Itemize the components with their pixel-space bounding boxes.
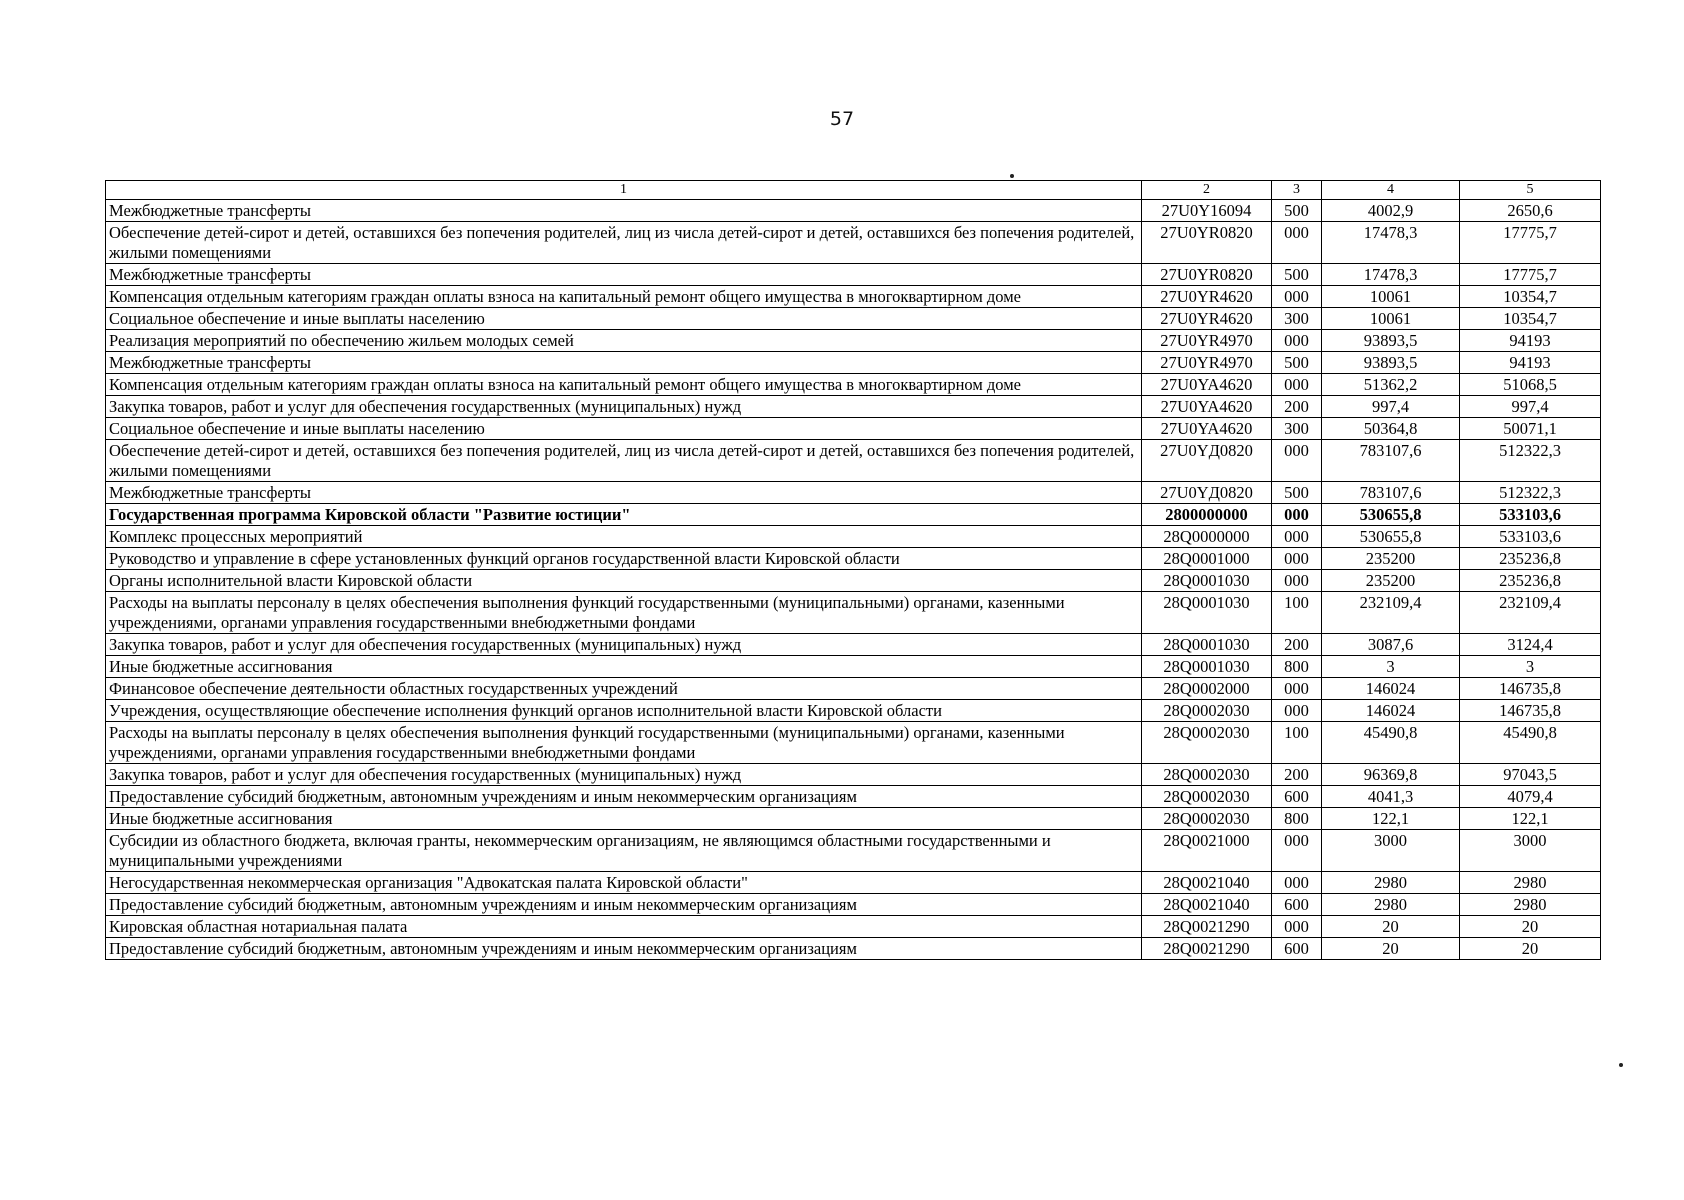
table-row [106,352,1601,374]
target-article-code-cell: 27U0YR0820 [1142,264,1272,286]
table-row [106,938,1601,960]
table-row [106,722,1601,764]
expense-type-cell: 000 [1272,440,1322,482]
row-description-cell: Закупка товаров, работ и услуг для обеспечения государственных (муниципальных) нужд [106,764,1142,786]
target-article-code-cell: 27U0YA4620 [1142,418,1272,440]
table-row [106,764,1601,786]
table-row [106,526,1601,548]
expense-type-cell: 500 [1272,482,1322,504]
table-header-row [106,181,1601,200]
amount-column-4-cell: 530655,8 [1322,526,1460,548]
amount-column-5-cell: 533103,6 [1460,504,1601,526]
expense-type-cell: 100 [1272,592,1322,634]
amount-column-4-cell: 51362,2 [1322,374,1460,396]
target-article-code-cell: 28Q0002030 [1142,722,1272,764]
expense-type-cell: 500 [1272,200,1322,222]
table-row [106,678,1601,700]
table-row [106,330,1601,352]
amount-column-4-cell: 146024 [1322,678,1460,700]
amount-column-5-cell: 122,1 [1460,808,1601,830]
amount-column-5-cell: 512322,3 [1460,482,1601,504]
target-article-code-cell: 28Q0001030 [1142,570,1272,592]
row-description-cell: Руководство и управление в сфере установленных функций органов государственной власти Кировской области [106,548,1142,570]
table-row [106,894,1601,916]
amount-column-5-cell: 51068,5 [1460,374,1601,396]
amount-column-4-cell: 17478,3 [1322,222,1460,264]
table-row [106,308,1601,330]
row-description-cell: Закупка товаров, работ и услуг для обеспечения государственных (муниципальных) нужд [106,396,1142,418]
target-article-code-cell: 27U0YR4970 [1142,330,1272,352]
expense-type-cell: 000 [1272,570,1322,592]
amount-column-4-cell: 4002,9 [1322,200,1460,222]
expense-type-cell: 100 [1272,722,1322,764]
expense-type-cell: 000 [1272,330,1322,352]
expense-type-cell: 800 [1272,656,1322,678]
column-header: 5 [1460,181,1601,200]
expense-type-cell: 000 [1272,916,1322,938]
amount-column-5-cell: 146735,8 [1460,678,1601,700]
amount-column-5-cell: 50071,1 [1460,418,1601,440]
row-description-cell: Компенсация отдельным категориям граждан оплаты взноса на капитальный ремонт общего имущества в многоквартирном доме [106,286,1142,308]
amount-column-5-cell: 146735,8 [1460,700,1601,722]
column-header: 1 [106,181,1142,200]
amount-column-4-cell: 997,4 [1322,396,1460,418]
row-description-cell: Учреждения, осуществляющие обеспечение исполнения функций органов исполнительной власти Кировской области [106,700,1142,722]
amount-column-5-cell: 17775,7 [1460,222,1601,264]
expense-type-cell: 200 [1272,396,1322,418]
target-article-code-cell: 27U0YA4620 [1142,396,1272,418]
expense-type-cell: 000 [1272,374,1322,396]
row-description-cell: Предоставление субсидий бюджетным, автономным учреждениям и иным некоммерческим организациям [106,938,1142,960]
table-row [106,634,1601,656]
row-description-cell: Предоставление субсидий бюджетным, автономным учреждениям и иным некоммерческим организациям [106,786,1142,808]
amount-column-4-cell: 235200 [1322,570,1460,592]
target-article-code-cell: 28Q0002030 [1142,700,1272,722]
row-description-cell: Межбюджетные трансферты [106,352,1142,374]
target-article-code-cell: 28Q0021040 [1142,872,1272,894]
target-article-code-cell: 27U0YД0820 [1142,482,1272,504]
row-description-cell: Негосударственная некоммерческая организация "Адвокатская палата Кировской области" [106,872,1142,894]
expense-type-cell: 000 [1272,872,1322,894]
row-description-cell: Компенсация отдельным категориям граждан оплаты взноса на капитальный ремонт общего имущества в многоквартирном доме [106,374,1142,396]
table-row [106,808,1601,830]
row-description-cell: Межбюджетные трансферты [106,482,1142,504]
target-article-code-cell: 28Q0001030 [1142,592,1272,634]
row-description-cell: Предоставление субсидий бюджетным, автономным учреждениям и иным некоммерческим организациям [106,894,1142,916]
amount-column-5-cell: 232109,4 [1460,592,1601,634]
amount-column-5-cell: 235236,8 [1460,570,1601,592]
row-description-cell: Иные бюджетные ассигнования [106,656,1142,678]
table-row [106,700,1601,722]
amount-column-4-cell: 50364,8 [1322,418,1460,440]
table-row [106,830,1601,872]
expense-type-cell: 600 [1272,938,1322,960]
target-article-code-cell: 28Q0001030 [1142,656,1272,678]
table-row [106,200,1601,222]
scan-speck [1619,1063,1623,1067]
amount-column-4-cell: 783107,6 [1322,482,1460,504]
amount-column-5-cell: 45490,8 [1460,722,1601,764]
table-row [106,374,1601,396]
expense-type-cell: 500 [1272,352,1322,374]
row-description-cell: Закупка товаров, работ и услуг для обеспечения государственных (муниципальных) нужд [106,634,1142,656]
amount-column-5-cell: 2980 [1460,894,1601,916]
row-description-cell: Межбюджетные трансферты [106,264,1142,286]
amount-column-5-cell: 3 [1460,656,1601,678]
amount-column-5-cell: 20 [1460,938,1601,960]
table-row [106,548,1601,570]
target-article-code-cell: 27U0YД0820 [1142,440,1272,482]
expense-type-cell: 000 [1272,504,1322,526]
target-article-code-cell: 28Q0021000 [1142,830,1272,872]
table-row [106,916,1601,938]
target-article-code-cell: 27U0YR4620 [1142,286,1272,308]
amount-column-4-cell: 45490,8 [1322,722,1460,764]
amount-column-5-cell: 512322,3 [1460,440,1601,482]
expense-type-cell: 200 [1272,634,1322,656]
budget-table-container [105,180,1600,960]
column-header: 4 [1322,181,1460,200]
amount-column-4-cell: 783107,6 [1322,440,1460,482]
row-description-cell: Социальное обеспечение и иные выплаты населению [106,418,1142,440]
row-description-cell: Финансовое обеспечение деятельности областных государственных учреждений [106,678,1142,700]
table-row [106,504,1601,526]
table-row [106,872,1601,894]
table-row [106,286,1601,308]
table-row [106,264,1601,286]
table-row [106,570,1601,592]
row-description-cell: Расходы на выплаты персоналу в целях обеспечения выполнения функций государственными (муниципальными) органами, казенными учреждениями, органами управления государственными внебюджетными фондами [106,592,1142,634]
amount-column-4-cell: 93893,5 [1322,330,1460,352]
amount-column-5-cell: 17775,7 [1460,264,1601,286]
amount-column-5-cell: 3124,4 [1460,634,1601,656]
table-row [106,786,1601,808]
amount-column-5-cell: 4079,4 [1460,786,1601,808]
expense-type-cell: 300 [1272,418,1322,440]
amount-column-5-cell: 2650,6 [1460,200,1601,222]
amount-column-5-cell: 20 [1460,916,1601,938]
amount-column-4-cell: 2980 [1322,894,1460,916]
page-number: 57 [829,108,855,130]
amount-column-4-cell: 3 [1322,656,1460,678]
expense-type-cell: 200 [1272,764,1322,786]
target-article-code-cell: 28Q0002030 [1142,764,1272,786]
amount-column-4-cell: 3087,6 [1322,634,1460,656]
amount-column-4-cell: 530655,8 [1322,504,1460,526]
target-article-code-cell: 28Q0001000 [1142,548,1272,570]
row-description-cell: Обеспечение детей-сирот и детей, оставшихся без попечения родителей, лиц из числа детей-сирот и детей, оставшихся без попечения родителей, жилыми помещениями [106,440,1142,482]
table-row [106,222,1601,264]
expense-type-cell: 300 [1272,308,1322,330]
amount-column-4-cell: 235200 [1322,548,1460,570]
amount-column-5-cell: 97043,5 [1460,764,1601,786]
amount-column-4-cell: 4041,3 [1322,786,1460,808]
expense-type-cell: 800 [1272,808,1322,830]
amount-column-4-cell: 122,1 [1322,808,1460,830]
row-description-cell: Комплекс процессных мероприятий [106,526,1142,548]
target-article-code-cell: 28Q0001030 [1142,634,1272,656]
expense-type-cell: 000 [1272,700,1322,722]
target-article-code-cell: 28Q0000000 [1142,526,1272,548]
amount-column-5-cell: 533103,6 [1460,526,1601,548]
table-row [106,482,1601,504]
table-row [106,396,1601,418]
target-article-code-cell: 28Q0002030 [1142,786,1272,808]
row-description-cell: Межбюджетные трансферты [106,200,1142,222]
table-row [106,656,1601,678]
expense-type-cell: 000 [1272,526,1322,548]
amount-column-4-cell: 10061 [1322,286,1460,308]
row-description-cell: Социальное обеспечение и иные выплаты населению [106,308,1142,330]
row-description-cell: Органы исполнительной власти Кировской области [106,570,1142,592]
expense-type-cell: 000 [1272,222,1322,264]
row-description-cell: Иные бюджетные ассигнования [106,808,1142,830]
target-article-code-cell: 27U0YR4620 [1142,308,1272,330]
scan-speck [1010,174,1014,178]
table-row [106,418,1601,440]
expense-type-cell: 000 [1272,678,1322,700]
target-article-code-cell: 28Q0002000 [1142,678,1272,700]
amount-column-5-cell: 10354,7 [1460,308,1601,330]
budget-table [105,180,1601,960]
expense-type-cell: 000 [1272,830,1322,872]
amount-column-4-cell: 17478,3 [1322,264,1460,286]
expense-type-cell: 600 [1272,786,1322,808]
target-article-code-cell: 27U0YA4620 [1142,374,1272,396]
amount-column-4-cell: 93893,5 [1322,352,1460,374]
amount-column-5-cell: 94193 [1460,330,1601,352]
table-row [106,440,1601,482]
amount-column-4-cell: 146024 [1322,700,1460,722]
amount-column-4-cell: 96369,8 [1322,764,1460,786]
amount-column-5-cell: 3000 [1460,830,1601,872]
target-article-code-cell: 28Q0002030 [1142,808,1272,830]
amount-column-4-cell: 10061 [1322,308,1460,330]
row-description-cell: Расходы на выплаты персоналу в целях обеспечения выполнения функций государственными (муниципальными) органами, казенными учреждениями, органами управления государственными внебюджетными фондами [106,722,1142,764]
expense-type-cell: 600 [1272,894,1322,916]
target-article-code-cell: 27U0YR4970 [1142,352,1272,374]
expense-type-cell: 500 [1272,264,1322,286]
target-article-code-cell: 28Q0021040 [1142,894,1272,916]
amount-column-4-cell: 3000 [1322,830,1460,872]
row-description-cell: Кировская областная нотариальная палата [106,916,1142,938]
row-description-cell: Обеспечение детей-сирот и детей, оставшихся без попечения родителей, лиц из числа детей-сирот и детей, оставшихся без попечения родителей, жилыми помещениями [106,222,1142,264]
target-article-code-cell: 28Q0021290 [1142,916,1272,938]
row-description-cell: Субсидии из областного бюджета, включая гранты, некоммерческим организациям, не являющимся областными государственными и муниципальными учреждениями [106,830,1142,872]
amount-column-4-cell: 232109,4 [1322,592,1460,634]
target-article-code-cell: 27U0YR0820 [1142,222,1272,264]
target-article-code-cell: 2800000000 [1142,504,1272,526]
amount-column-5-cell: 2980 [1460,872,1601,894]
amount-column-5-cell: 235236,8 [1460,548,1601,570]
column-header: 3 [1272,181,1322,200]
row-description-cell: Реализация мероприятий по обеспечению жильем молодых семей [106,330,1142,352]
table-row [106,592,1601,634]
expense-type-cell: 000 [1272,548,1322,570]
amount-column-4-cell: 20 [1322,916,1460,938]
amount-column-4-cell: 20 [1322,938,1460,960]
target-article-code-cell: 28Q0021290 [1142,938,1272,960]
amount-column-4-cell: 2980 [1322,872,1460,894]
amount-column-5-cell: 997,4 [1460,396,1601,418]
expense-type-cell: 000 [1272,286,1322,308]
column-header: 2 [1142,181,1272,200]
amount-column-5-cell: 10354,7 [1460,286,1601,308]
amount-column-5-cell: 94193 [1460,352,1601,374]
target-article-code-cell: 27U0Y16094 [1142,200,1272,222]
row-description-cell: Государственная программа Кировской области "Развитие юстиции" [106,504,1142,526]
